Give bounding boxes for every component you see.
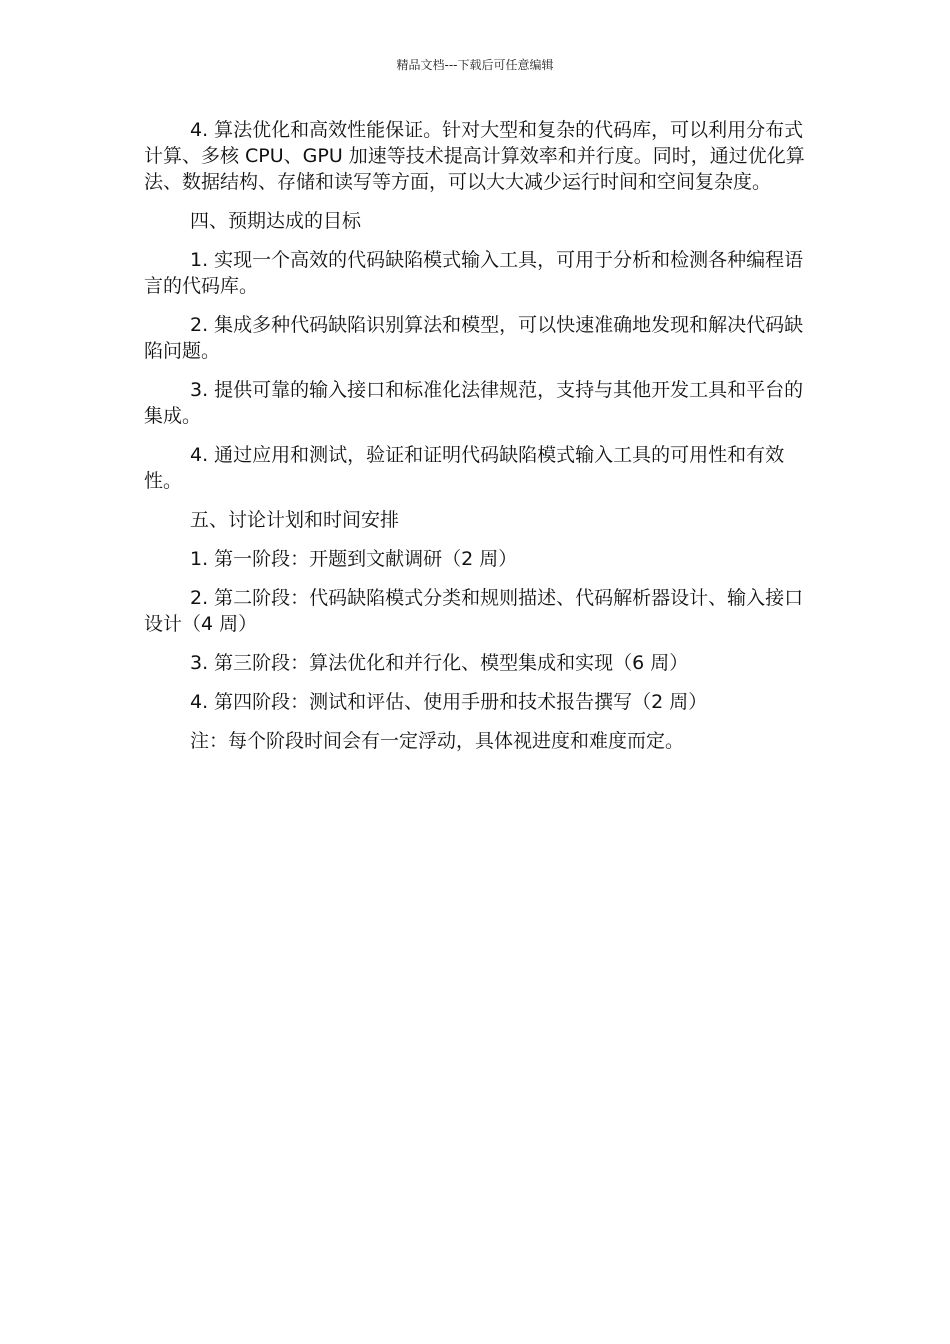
goal-item-1: 1. 实现一个高效的代码缺陷模式输入工具，可用于分析和检测各种编程语言的代码库。 <box>144 249 804 297</box>
document-body <box>144 117 806 767</box>
paragraph-algorithm-optimization: 4. 算法优化和高效性能保证。针对大型和复杂的代码库，可以利用分布式计算、多核 CPU、GPU 加速等技术提高计算效率和并行度。同时，通过优化算法、数据结构、存储和读写等方面，可以大大减少运行时间和空间复杂度。 <box>144 119 805 193</box>
goal-item-2: 2. 集成多种代码缺陷识别算法和模型，可以快速准确地发现和解决代码缺陷问题。 <box>144 314 804 362</box>
schedule-item-3: 3. 第三阶段：算法优化和并行化、模型集成和实现（6 周） <box>190 652 689 674</box>
goal-item-3: 3. 提供可靠的输入接口和标准化法律规范，支持与其他开发工具和平台的集成。 <box>144 379 804 427</box>
schedule-note: 注：每个阶段时间会有一定浮动，具体视进度和难度而定。 <box>190 730 685 752</box>
goal-item-4: 4. 通过应用和测试，验证和证明代码缺陷模式输入工具的可用性和有效性。 <box>144 444 785 492</box>
schedule-item-2: 2. 第二阶段：代码缺陷模式分类和规则描述、代码解析器设计、输入接口设计（4 周） <box>144 587 804 635</box>
schedule-item-1: 1. 第一阶段：开题到文献调研（2 周） <box>190 548 518 570</box>
section-heading-goals: 四、预期达成的目标 <box>190 210 362 232</box>
schedule-item-4: 4. 第四阶段：测试和评估、使用手册和技术报告撰写（2 周） <box>190 691 708 713</box>
section-heading-schedule: 五、讨论计划和时间安排 <box>190 509 400 531</box>
page-header: 精品文档---下载后可任意编辑 <box>396 58 554 72</box>
